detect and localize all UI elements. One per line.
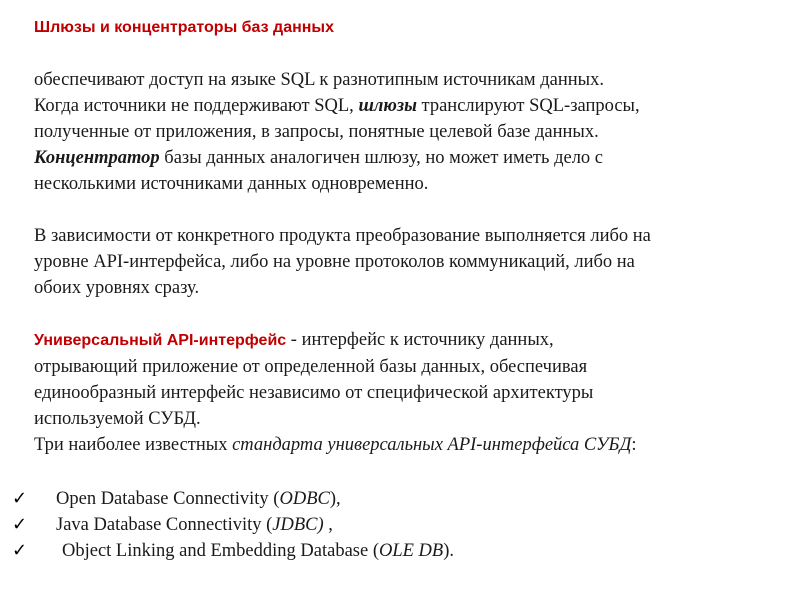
standard-abbr: JDBC) xyxy=(272,515,324,535)
standard-tail: ), xyxy=(329,489,341,509)
term-gateways: шлюзы xyxy=(358,96,417,116)
text-line: несколькими источниками данных одновременно. xyxy=(34,174,429,194)
text-line: - интерфейс к источнику данных, xyxy=(286,330,554,350)
term-universal-api: Универсальный API-интерфейс xyxy=(34,332,287,349)
text-line: В зависимости от конкретного продукта преобразование выполняется либо на xyxy=(34,226,651,246)
standard-name: Open Database Connectivity ( xyxy=(56,489,280,509)
text-line: единообразный интерфейс независимо от специфической архитектуры xyxy=(34,383,594,403)
standard-name: Object Linking and Embedding Database ( xyxy=(62,541,379,561)
text-line: отрывающий приложение от определенной базы данных, обеспечивая xyxy=(34,357,588,377)
text-line: обоих уровнях сразу. xyxy=(34,278,200,298)
text-line: Когда источники не поддерживают SQL, xyxy=(34,96,359,116)
paragraph-universal-api xyxy=(34,327,774,458)
slide-title: Шлюзы и концентраторы баз данных xyxy=(34,19,334,36)
standard-name: Java Database Connectivity ( xyxy=(56,515,273,535)
list-item xyxy=(0,512,780,538)
checkmark-icon: ✓ xyxy=(12,488,28,509)
text-line: транслируют SQL-запросы, xyxy=(416,96,640,116)
list-item xyxy=(0,486,780,512)
paragraph-gateways xyxy=(34,67,774,197)
term-standards: стандарта универсальных API-интерфейса СУБД xyxy=(232,435,632,455)
text-line: полученные от приложения, в запросы, понятные целевой базе данных. xyxy=(34,122,599,142)
spacer xyxy=(34,301,774,327)
checkmark-icon: ✓ xyxy=(12,514,28,535)
paragraph-conversion xyxy=(34,223,774,301)
text-line: уровне API-интерфейса, либо на уровне протоколов коммуникаций, либо на xyxy=(34,252,635,272)
standard-tail: , xyxy=(323,515,333,535)
checkmark-icon: ✓ xyxy=(12,540,28,561)
text-line: обеспечивают доступ на языке SQL к разнотипным источникам данных. xyxy=(34,70,604,90)
text-line: базы данных аналогичен шлюзу, но может иметь дело с xyxy=(159,148,604,168)
term-concentrator: Концентратор xyxy=(34,148,160,168)
spacer xyxy=(34,197,774,223)
standard-abbr: ODBC xyxy=(279,489,330,509)
list-item xyxy=(0,538,780,564)
text-line: используемой СУБД. xyxy=(34,409,201,429)
standard-tail: ). xyxy=(443,541,455,561)
slide-content xyxy=(34,15,774,458)
text-line: Три наиболее известных xyxy=(34,435,233,455)
standards-list xyxy=(0,486,780,564)
text-line: : xyxy=(631,435,637,455)
standard-abbr: OLE DB xyxy=(378,541,444,561)
